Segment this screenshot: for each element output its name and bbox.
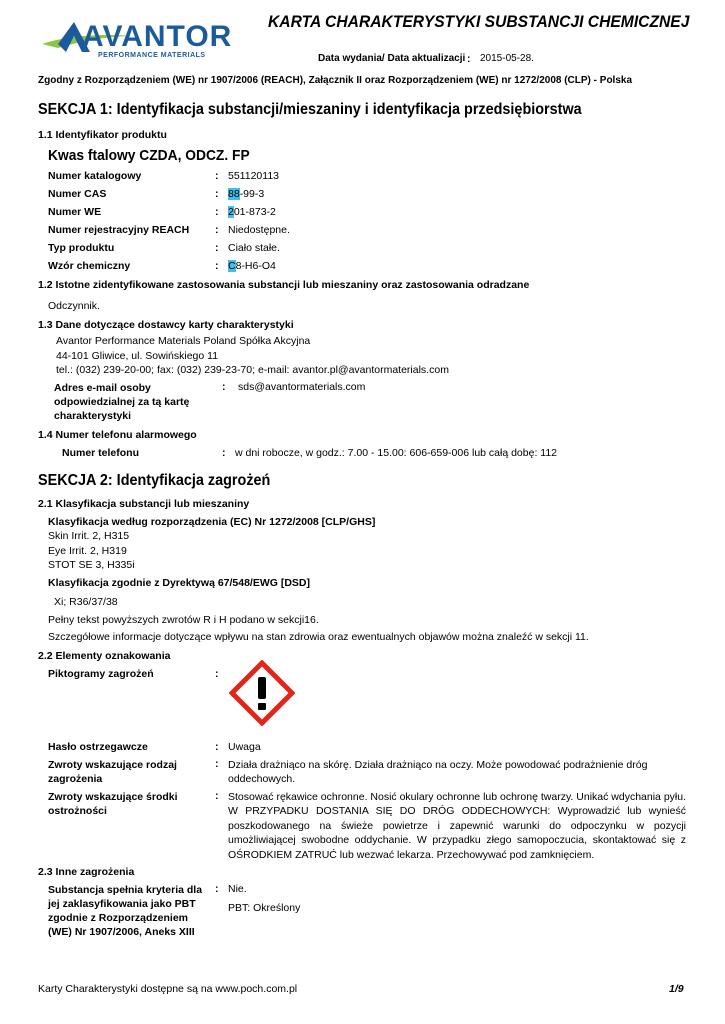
- catalog-number-label: Numer katalogowy: [48, 170, 142, 182]
- document-title: KARTA CHARAKTERYSTYKI SUBSTANCJI CHEMICZNEJ: [268, 12, 690, 31]
- pbt-value-2: PBT: Określony: [228, 902, 301, 914]
- product-type-label: Typ produktu: [48, 242, 115, 254]
- signal-word-label: Hasło ostrzegawcze: [48, 741, 148, 753]
- section1-2-heading: 1.2 Istotne zidentyfikowane zastosowania substancji lub mieszaniny oraz zastosowania odradzane: [38, 279, 530, 291]
- dsd-heading: Klasyfikacja zgodnie z Dyrektywą 67/548/EWG [DSD]: [48, 577, 311, 589]
- ghs-exclamation-icon: [229, 660, 295, 726]
- logo-text: AVANTOR: [82, 20, 233, 53]
- clp-item-3: STOT SE 3, H335i: [48, 559, 135, 571]
- colon: :: [215, 206, 219, 218]
- hazard-statements-value: Działa drażniąco na skórę. Działa drażniąco na oczy. Może powodować podrażnienie dróg oddechowych.: [228, 759, 648, 785]
- formula-label: Wzór chemiczny: [48, 260, 131, 272]
- formula-rest: 8-H6-O4: [235, 260, 276, 272]
- pbt-value-1: Nie.: [228, 883, 247, 895]
- cas-rest: -99-3: [239, 188, 265, 200]
- reach-number-value: Niedostępne.: [228, 224, 290, 236]
- section2-1-heading: 2.1 Klasyfikacja substancji lub mieszaniny: [38, 498, 250, 510]
- catalog-number-value: 551120113: [228, 170, 279, 182]
- ec-rest: 01-873-2: [233, 206, 276, 218]
- cas-number-label: Numer CAS: [48, 188, 107, 200]
- footer-text: Karty Charakterystyki dostępne są na www.poch.com.pl: [38, 983, 298, 995]
- email-value: sds@avantormaterials.com: [238, 381, 366, 393]
- section1-3-heading: 1.3 Dane dotyczące dostawcy karty charakterystyki: [38, 319, 294, 331]
- reach-number-label: Numer rejestracyjny REACH: [48, 224, 190, 236]
- precaution-statements-value: Stosować rękawice ochronne. Nosić okulary ochronne lub ochronę twarzy. Unikać wdychania pyłu. W PRZYPADKU DOSTANIA SIĘ DO DRÓG ODDECHOWYCH: Wyprowadzić lub wynieść poszkodowanego na świeże powietrze i zapewnić warunki do odpoczynku w pozycji umożliwiającej swobodne oddychanie. W przypadku złego samopoczucia, skontaktować się z OŚRODKIEM ZATRUĆ lub wezwać lekarza. Przechowywać pod zamknięciem.: [228, 791, 686, 861]
- section1-4-heading: 1.4 Numer telefonu alarmowego: [38, 429, 197, 441]
- page-number: 1/9: [669, 983, 684, 995]
- supplier-line-2: 44-101 Gliwice, ul. Sowińskiego 11: [56, 350, 219, 362]
- section2-2-heading: 2.2 Elementy oznakowania: [38, 650, 171, 662]
- logo-subtext: PERFORMANCE MATERIALS: [98, 52, 206, 59]
- logo: [38, 14, 238, 66]
- colon: :: [222, 381, 226, 393]
- email-label: Adres e-mail osoby odpowiedzialnej za tą kartę charakterystyki: [54, 382, 190, 422]
- ec-highlight: 2: [228, 206, 234, 218]
- date-label: Data wydania/ Data aktualizacji: [318, 53, 466, 64]
- colon: :: [215, 224, 219, 236]
- section1-title: SEKCJA 1: Identyfikacja substancji/mieszaniny i identyfikacja przedsiębiorstwa: [38, 101, 582, 118]
- hazard-statements-label: Zwroty wskazujące rodzaj zagrożenia: [48, 759, 177, 785]
- formula-value: [228, 260, 276, 272]
- dsd-value: Xi; R36/37/38: [54, 596, 118, 608]
- colon: :: [215, 242, 219, 254]
- ec-number-value: [228, 206, 276, 218]
- colon: :: [215, 188, 219, 200]
- signal-word-value: Uwaga: [228, 741, 261, 753]
- ec-number-label: Numer WE: [48, 206, 102, 218]
- supplier-line-3: tel.: (032) 239-20-00; fax: (032) 239-23-70; e-mail: avantor.pl@avantormaterials.com: [56, 364, 449, 376]
- pictogram-label: Piktogramy zagrożeń: [48, 668, 154, 680]
- clp-heading: Klasyfikacja według rozporządzenia (EC) Nr 1272/2008 [CLP/GHS]: [48, 516, 376, 528]
- date-colon: :: [467, 53, 471, 65]
- section2-3-heading: 2.3 Inne zagrożenia: [38, 866, 135, 878]
- colon: :: [215, 260, 219, 272]
- product-type-value: Ciało stałe.: [228, 242, 280, 254]
- cas-highlight: 88: [228, 188, 240, 200]
- colon: :: [215, 758, 219, 770]
- clp-item-2: Eye Irrit. 2, H319: [48, 545, 127, 557]
- formula-highlight: C: [228, 260, 236, 272]
- colon: :: [215, 883, 219, 895]
- colon: :: [215, 668, 219, 680]
- uses-value: Odczynnik.: [48, 300, 100, 312]
- section2-title: SEKCJA 2: Identyfikacja zagrożeń: [38, 472, 271, 489]
- colon: :: [222, 447, 226, 459]
- regulation-line: Zgodny z Rozporządzeniem (WE) nr 1907/2006 (REACH), Załącznik II oraz Rozporządzeniem (WE) nr 1272/2008 (CLP) - Polska: [38, 75, 633, 86]
- precaution-statements-label: Zwroty wskazujące środki ostrożności: [48, 791, 178, 817]
- colon: :: [215, 790, 219, 802]
- clp-item-1: Skin Irrit. 2, H315: [48, 530, 130, 542]
- supplier-line-1: Avantor Performance Materials Poland Spółka Akcyjna: [56, 335, 311, 347]
- health-note: Szczegółowe informacje dotyczące wpływu na stan zdrowia oraz ewentualnych objawów można znaleźć w sekcji 11.: [48, 631, 589, 643]
- cas-number-value: [228, 188, 264, 200]
- colon: :: [215, 741, 219, 753]
- full-text-note: Pełny tekst powyższych zwrotów R i H podano w sekcji16.: [48, 614, 319, 626]
- phone-label: Numer telefonu: [62, 447, 140, 459]
- phone-value: w dni robocze, w godz.: 7.00 - 15.00: 606-659-006 lub całą dobę: 112: [235, 447, 558, 459]
- pbt-label: Substancja spełnia kryteria dla jej zaklasyfikowania jako PBT zgodnie z Rozporządzeniem (WE) Nr 1907/2006, Aneks XIII: [48, 884, 203, 938]
- date-value: 2015-05-28.: [480, 53, 534, 64]
- colon: :: [215, 170, 219, 182]
- section1-1-heading: 1.1 Identyfikator produktu: [38, 129, 167, 141]
- product-name: Kwas ftalowy CZDA, ODCZ. FP: [48, 147, 250, 164]
